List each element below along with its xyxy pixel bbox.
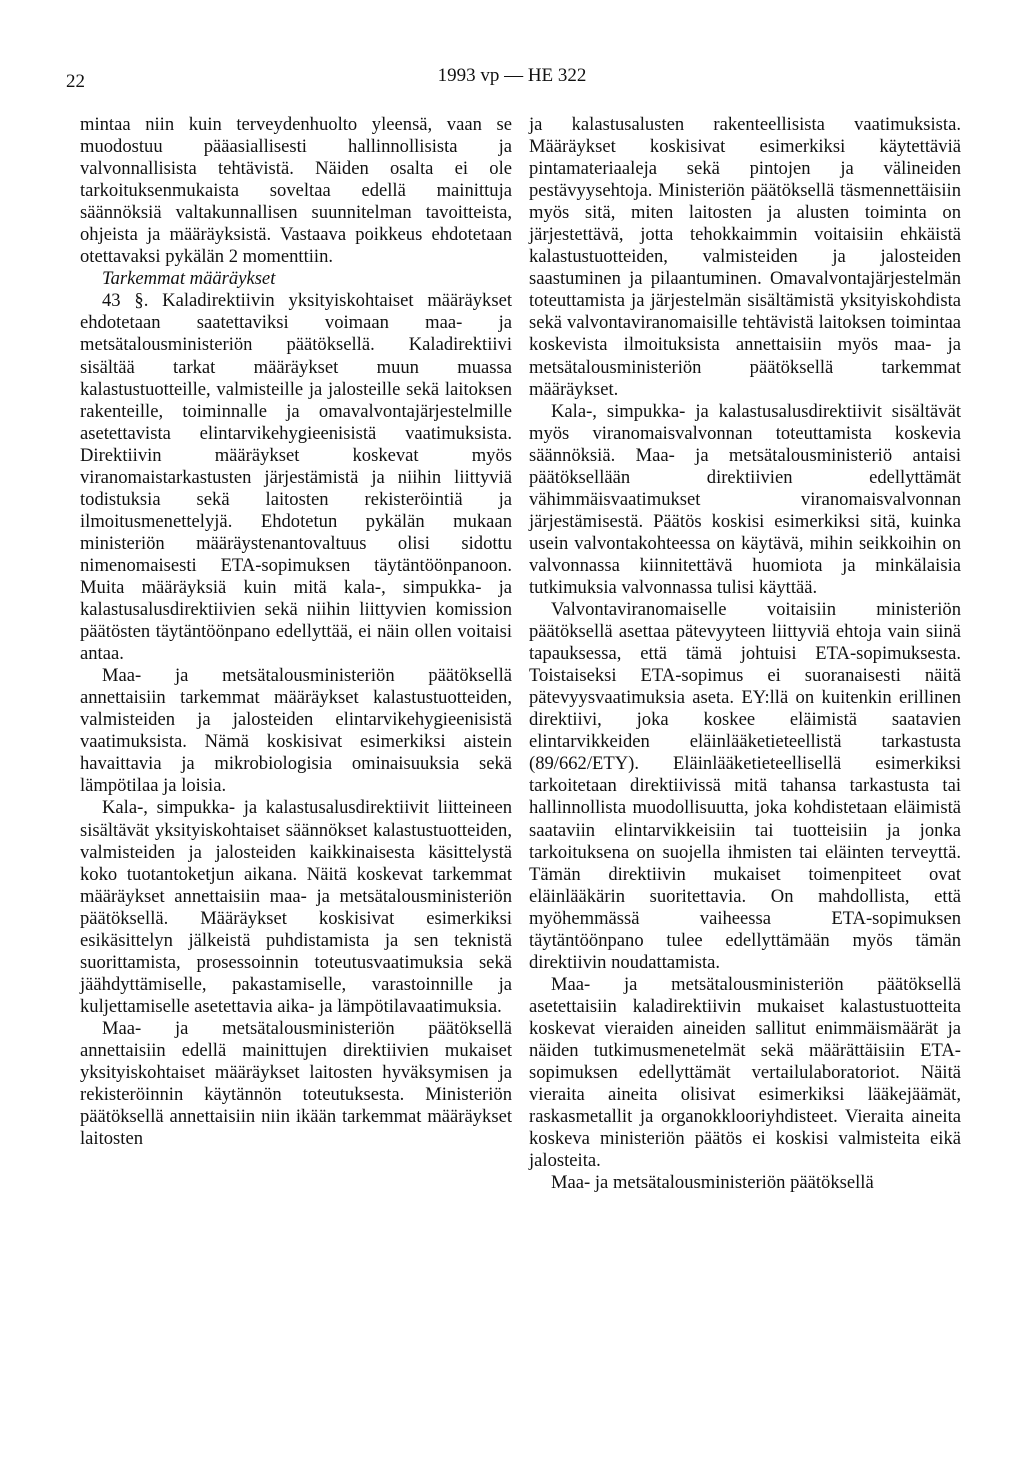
section-subheading: Tarkemmat määräykset xyxy=(102,268,276,290)
running-head: 1993 vp — HE 322 xyxy=(437,65,587,86)
right-column xyxy=(529,114,961,1194)
paragraph: 43 §. Kaladirektiivin yksityiskohtaiset määräykset ehdotetaan saatettaviksi voimaan maa- ja metsätalousministeriön päätöksellä. Kaladirektiivi sisältää tarkat määräykset muun muassa kalastustuotteille, valmisteille ja jalosteille sekä laitoksen rakenteille, toiminnalle ja omavalvontajärjestelmille asetettavista elintarvikehygieenisistä vaatimuksista. Direktiivin määräykset koskevat myös viranomaistarkastusten järjestämistä ja niihin liittyviä todistuksia sekä laitosten rekisteröintiä ja ilmoitusmenettelyjä. Ehdotetun pykälän mukaan ministeriön määräystenantovaltuus olisi sidottu nimenomaisesti ETA-sopimuksen täytäntöönpanoon. Muita määräyksiä kuin mitä kala-, simpukka- ja kalastusalusdirektiivien sekä niihin liittyvien komission päätösten täytäntöönpano edellyttää, ei näin ollen voitaisi antaa. xyxy=(80,290,512,665)
paragraph: Maa- ja metsätalousministeriön päätöksellä xyxy=(551,1172,874,1194)
paragraph: Maa- ja metsätalousministeriön päätöksellä annettaisiin edellä mainittujen direktiivien mukaiset yksityiskohtaiset määräykset laitosten hyväksymisen ja rekisteröinnin käytännön toteutuksesta. Ministeriön päätöksellä annettaisiin niin ikään tarkemmat määräykset laitosten xyxy=(80,1017,512,1150)
paragraph: ja kalastusalusten rakenteellisista vaatimuksista. Määräykset koskisivat esimerkiksi käytettäviä pintamateriaaleja sekä pintojen ja välineiden pestävyysehtoja. Ministeriön päätöksellä täsmennettäisiin myös sitä, miten laitosten ja alusten toiminta on järjestettävä, jotta tehokkaimmin voitaisiin ehkäistä kalastustuotteiden, valmisteiden ja jalosteiden saastuminen ja pilaantuminen. Omavalvontajärjestelmän toteuttamista ja järjestelmän sisältämistä yksityiskohdista sekä valvontaviranomaisille tehtävistä laitoksen toimintaa koskevista ilmoituksista annettaisiin myös maa- ja metsätalousministeriön päätöksellä tarkemmat määräykset. xyxy=(529,114,961,400)
page-number: 22 xyxy=(66,71,85,92)
paragraph: Maa- ja metsätalousministeriön päätöksellä asetettaisiin kaladirektiivin mukaiset kalastustuotteita koskevat vieraiden aineiden sallitut enimmäismäärät ja näiden tutkimusmenetelmät sekä määrättäisiin ETA-sopimuksen edellyttämät vertailulaboratoriot. Näitä vieraita aineita olisivat esimerkiksi lääkejäämät, raskasmetallit ja organokklooriyhdisteet. Vieraita aineita koskeva ministeriön päätös ei koskisi valmisteita eikä jalosteita. xyxy=(529,973,961,1172)
left-column xyxy=(80,114,512,1150)
paragraph: Valvontaviranomaiselle voitaisiin ministeriön päätöksellä asettaa pätevyyteen liittyviä ehtoja vain siinä tapauksessa, että tämä johtuisi ETA-sopimuksesta. Toistaiseksi ETA-sopimus ei suoranaisesti näitä pätevyysvaatimuksia aseta. EY:llä on kuitenkin erillinen direktiivi, joka koskee eläimistä saatavien elintarvikkeiden eläinlääketieteellistä tarkastusta (89/662/ETY). Eläinlääketieteellisellä esimerkiksi tarkoitetaan direktiivissä mitä tahansa tarkastusta tai hallinnollista muodollisuutta, joka kohdistetaan eläimistä saataviin elintarvikkeisiin tai tuotteisiin ja jonka tarkoituksena on suojella ihmisten tai eläinten terveyttä. Tämän direktiivin mukaiset toimenpiteet ovat eläinlääkärin suoritettavia. On mahdollista, että myöhemmässä vaiheessa ETA-sopimuksen täytäntöönpano tulee edellyttämään myös tämän direktiivin noudattamista. xyxy=(529,599,961,973)
paragraph: Maa- ja metsätalousministeriön päätöksellä annettaisiin tarkemmat määräykset kalastustuotteiden, valmisteiden ja jalosteiden elintarvikehygieenisistä vaatimuksista. Nämä koskisivat esimerkiksi aistein havaittavia ja mikrobiologisia ominaisuuksia sekä lämpötilaa ja loisia. xyxy=(80,665,512,797)
paragraph: Kala-, simpukka- ja kalastusalusdirektiivit liitteineen sisältävät yksityiskohtaiset säännökset kalastustuotteiden, valmisteiden ja jalosteiden kaikkinaisesta käsittelystä koko tuotantoketjun aikana. Näitä koskevat tarkemmat määräykset annettaisiin maa- ja metsätalousministeriön päätöksellä. Määräykset koskisivat esimerkiksi esikäsittelyn jälkeistä puhdistamista ja sen teknistä suorittamista, prosessoinnin toteutusvaatimuksia sekä jäähdyttämiselle, pakastamiselle, varastoinnille ja kuljettamiselle asetettavia aika- ja lämpötilavaatimuksia. xyxy=(80,797,512,1017)
paragraph: mintaa niin kuin terveydenhuolto yleensä, vaan se muodostuu pääasiallisesti hallinnollisista ja valvonnallisista tehtävistä. Näiden osalta ei ole tarkoituksenmukaista soveltaa edellä mainittuja säännöksiä valtakunnallisen suunnitelman tavoitteista, ohjeista ja määräyksistä. Vastaava poikkeus ehdotetaan otettavaksi pykälän 2 momenttiin. xyxy=(80,114,512,268)
paragraph: Kala-, simpukka- ja kalastusalusdirektiivit sisältävät myös viranomaisvalvonnan toteuttamista koskevia säännöksiä. Maa- ja metsätalousministeriö antaisi päätöksellään direktiivien edellyttämät vähimmäisvaatimukset viranomaisvalvonnan järjestämisestä. Päätös koskisi esimerkiksi sitä, kuinka usein valvontakohteessa on käytävä, mihin seikkoihin on valvonnassa kiinnitettävä huomiota ja minkälaisia tutkimuksia valvonnassa tulisi käyttää. xyxy=(529,400,961,598)
